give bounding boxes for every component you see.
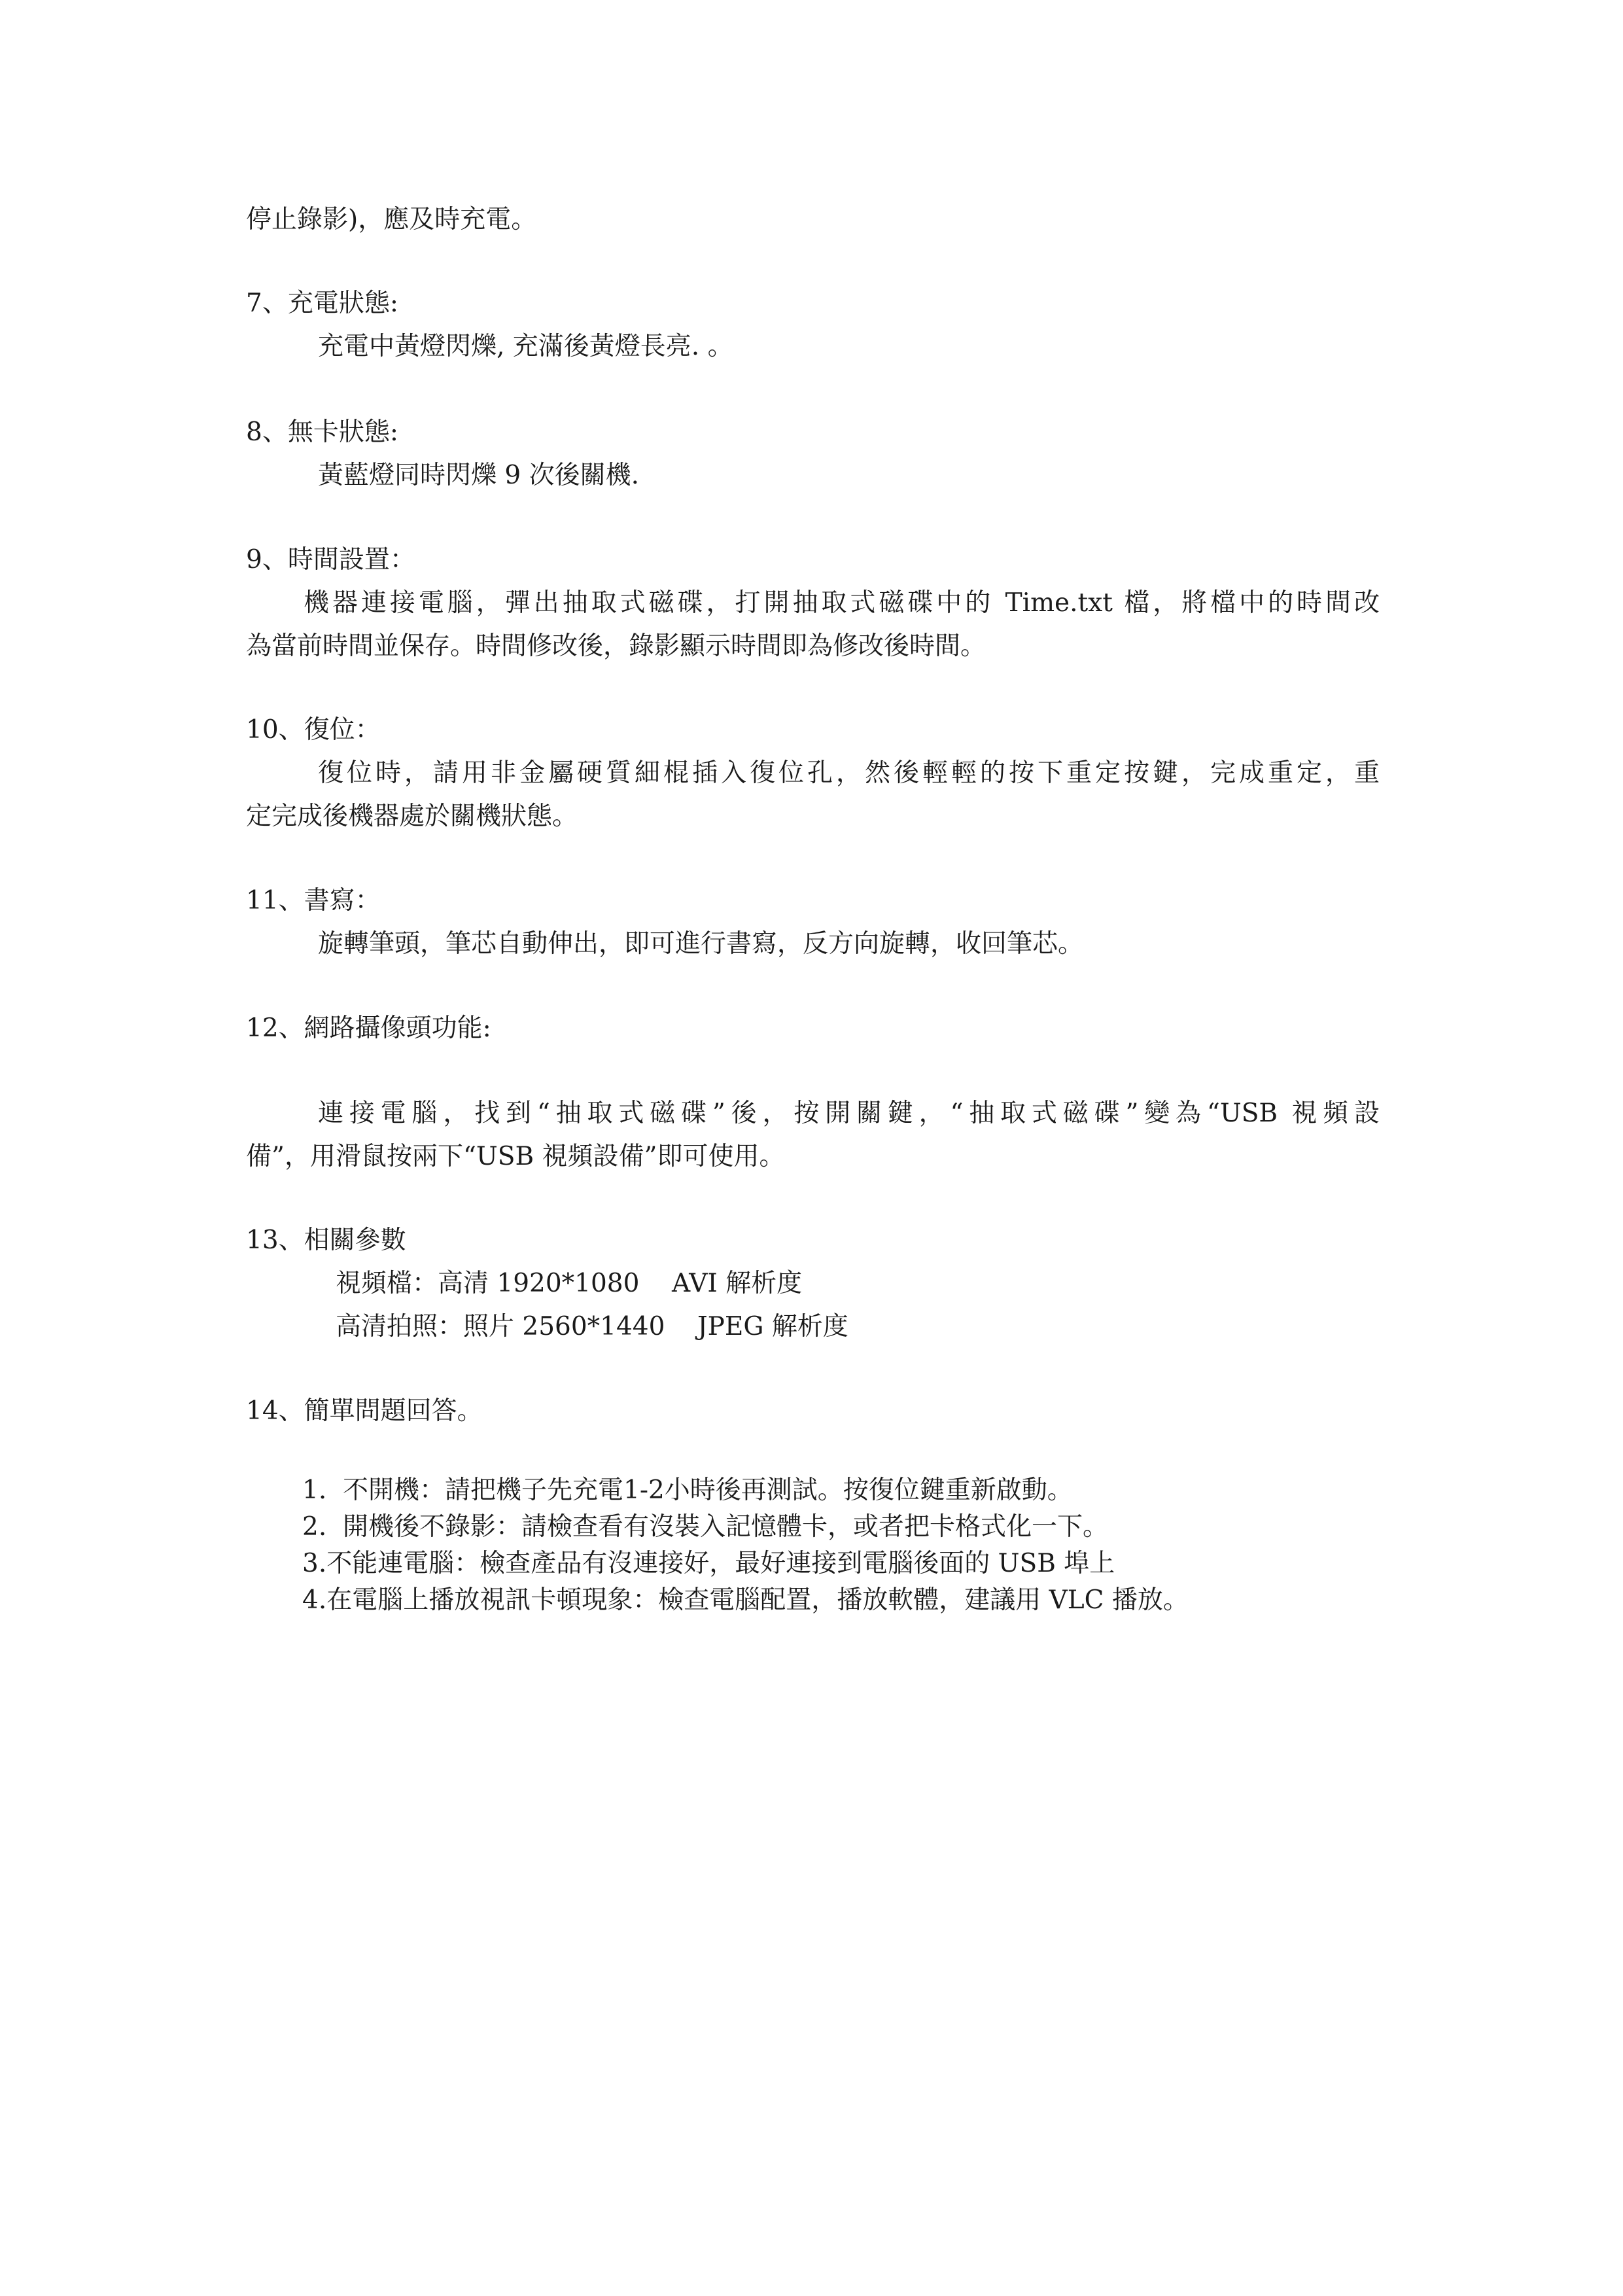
heading-faq: 14、簡單問題回答。 [246, 1396, 483, 1426]
heading-charging-status: 7、充電狀態: [246, 289, 398, 318]
text-writing: 旋轉筆頭，筆芯自動伸出，即可進行書寫，反方向旋轉，收回筆芯。 [318, 929, 1084, 959]
param-photo: 高清拍照：照片 2560*1440 JPEG 解析度 [336, 1312, 848, 1341]
heading-webcam: 12、網路攝像頭功能: [246, 1014, 491, 1043]
heading-no-card-status: 8、無卡狀態: [246, 417, 398, 447]
text-time-setting-line2: 為當前時間並保存。時間修改後，錄影顯示時間即為修改後時間。 [246, 631, 986, 661]
text-line-recording-stop: 停止錄影)，應及時充電。 [246, 205, 537, 234]
text-charging-status: 充電中黃燈閃爍, 充滿後黃燈長亮. 。 [318, 332, 733, 361]
heading-reset: 10、復位： [246, 715, 381, 745]
text-time-setting-line1: 機器連接電腦，彈出抽取式磁碟，打開抽取式磁碟中的 Time.txt 檔，將檔中的時間改 [304, 588, 1380, 618]
faq-item-1: 1. 不開機：請把機子先充電1-2小時後再測試。按復位鍵重新啟動。 [302, 1475, 1073, 1505]
text-reset-line2: 定完成後機器處於關機狀態。 [246, 802, 578, 831]
param-video: 視頻檔：高清 1920*1080 AVI 解析度 [336, 1269, 803, 1298]
faq-item-3: 3.不能連電腦：檢查產品有沒連接好，最好連接到電腦後面的 USB 埠上 [302, 1549, 1115, 1578]
text-no-card-status: 黃藍燈同時閃爍 9 次後關機. [318, 461, 640, 490]
text-webcam-line1: 連接電腦，找到“抽取式磁碟”後，按開關鍵，“抽取式磁碟”變為“USB 視頻設 [318, 1099, 1380, 1128]
text-reset-line1: 復位時，請用非金屬硬質細棍插入復位孔，然後輕輕的按下重定按鍵，完成重定，重 [318, 758, 1380, 788]
heading-parameters: 13、相關參數 [246, 1226, 406, 1255]
faq-item-4: 4.在電腦上播放視訊卡頓現象：檢查電腦配置，播放軟體，建議用 VLC 播放。 [302, 1585, 1189, 1615]
faq-item-2: 2. 開機後不錄影：請檢查看有沒裝入記憶體卡，或者把卡格式化一下。 [302, 1512, 1109, 1542]
heading-writing: 11、書寫： [246, 886, 381, 915]
text-webcam-line2: 備”，用滑鼠按兩下“USB 視頻設備”即可使用。 [246, 1142, 785, 1171]
heading-time-setting: 9、時間設置： [246, 545, 415, 574]
